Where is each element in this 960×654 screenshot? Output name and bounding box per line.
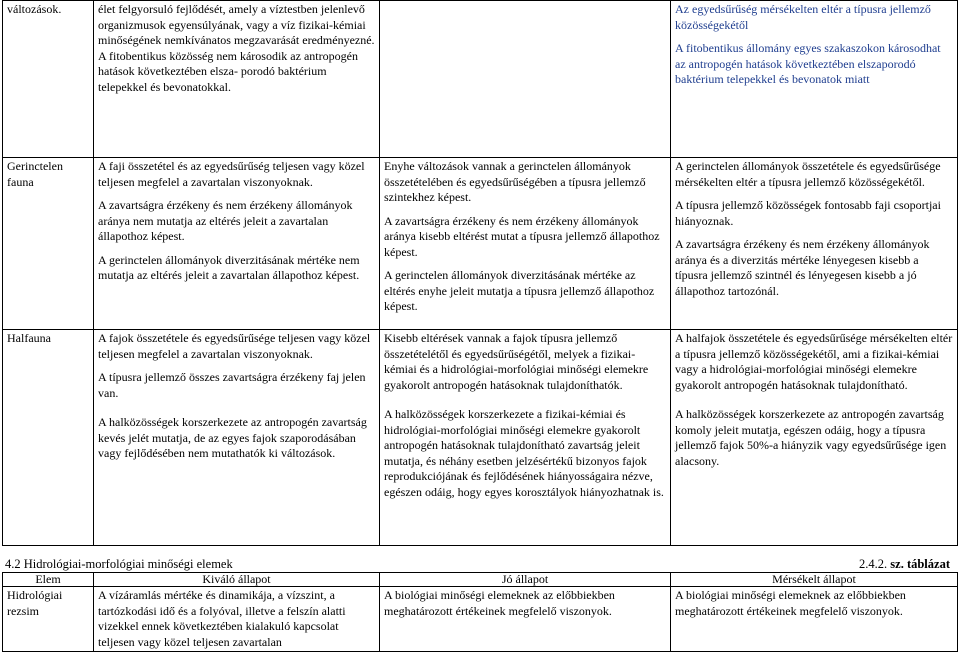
row-label-cell [3, 158, 94, 330]
cell-text: A fitobentikus állomány egyes szakaszokon károsodhat az antropogén hatások következtében elszaporodó baktérium telepekkel és bevonatok miatt [675, 41, 941, 86]
cell-paragraph: A halközösségek korszerkezete a fizikai-kémiai és hidrológiai-morfológiai minőségi elemekre gyakorolt antropogén hatásoknak tulajdonítható zavartság jeleit mutatja, és néhány esetben jelzésértékű bizonyos fajok reprodukciójának és fejlődésének hiányosságaira nézve, egészen odáig, hogy egyes korosztályok hiányozhatnak is. [384, 407, 664, 499]
cell-paragraph: Enyhe változások vannak a gerinctelen állományok összetételében és egyedsűrűségében a típusra jellemző szintekhez képest. [384, 159, 646, 204]
table-row [3, 158, 958, 330]
table-row [3, 587, 958, 652]
column-header: Mérsékelt állapot [671, 573, 958, 587]
cell-paragraph: A típusra jellemző közösségek fontosabb faji csoportjai hiányoznak. [675, 198, 941, 228]
cell-text: A biológiai minőségi elemeknek az előbbiekben meghatározott értékeinek megfelelő viszonyok. [384, 588, 615, 618]
table-cell [671, 587, 958, 652]
row-label-cell [3, 587, 94, 652]
table-cell [94, 158, 380, 330]
row-label: Halfauna [7, 331, 51, 345]
table-cell [380, 158, 671, 330]
cell-paragraph: A gerinctelen állományok összetétele és egyedsűrűsége mérsékelten eltér a típusra jellemző közösségekétől. [675, 159, 941, 189]
cell-paragraph: A gerinctelen állományok diverzitásának mértéke az eltérés enyhe jeleit mutatja a típusra jellemző állapothoz képest. [384, 268, 655, 313]
cell-paragraph: A fajok összetétele és egyedsűrűsége teljesen vagy közel teljesen megfelel a zavartalan viszonyoknak. [98, 331, 371, 361]
table-row [3, 1, 958, 158]
table-cell [671, 330, 958, 546]
table-cell [94, 1, 380, 158]
table-cell [3, 1, 94, 158]
section-heading [5, 557, 950, 571]
header-row [3, 573, 958, 587]
table-cell [671, 1, 958, 158]
table-row [3, 330, 958, 546]
cell-paragraph: A halközösségek korszerkezete az antropogén zavartság kevés jelét mutatja, de az egyes fajok szaporodásában vagy fejlődésében nem mutathatók ki változások. [98, 415, 367, 460]
cell-text: A vízáramlás mértéke és dinamikája, a vízszint, a tartózkodási idő és a folyóval, illetve a felszín alatti vizekkel ennek következtében kialakuló kapcsolat teljesen vagy közel teljesen zavartalan [98, 588, 346, 649]
cell-paragraph: Kisebb eltérések vannak a fajok típusra jellemző összetételétől és egyedsűrűségétől, melyek a fizikai-kémiai és a hidrológiai-morfológiai minőségi elemekre gyakorolt antropogén hatásoknak tulajdoníthatók. [384, 331, 649, 392]
cell-paragraph: A gerinctelen állományok diverzitásának mértéke nem mutatja az eltérés jeleit a zavartalan állapothoz képest. [98, 252, 360, 282]
table-ref-label: sz. táblázat [887, 557, 950, 571]
cell-heading: Az egyedsűrűség mérsékelten eltér a típusra jellemző közösségekétől [675, 2, 931, 32]
table-cell [380, 330, 671, 546]
column-header: Elem [3, 573, 94, 587]
table-cell [94, 330, 380, 546]
cell-paragraph: A típusra jellemző összes zavartságra érzékeny faj jelen van. [98, 370, 366, 400]
cell-paragraph: A halfajok összetétele és egyedsűrűsége mérsékelten eltér a típusra jellemző közösségekétől, ami a fizikai-kémiai vagy a hidrológiai-morfológiai minőségi elemekre gyakorolt antropogén hatásoknak tulajdonítható. [675, 331, 953, 392]
table-cell [671, 158, 958, 330]
cell-paragraph: A zavartságra érzékeny és nem érzékeny állományok aránya nem mutatja az eltérés jeleit a zavartalan állapothoz képest. [98, 198, 353, 243]
table-cell [380, 587, 671, 652]
quality-elements-table [2, 0, 958, 546]
row-label: Hidrológiai rezsim [7, 588, 63, 618]
cell-paragraph: A zavartságra érzékeny és nem érzékeny állományok aránya kisebb eltérést mutat a típusra jellemző állapothoz képest. [384, 213, 660, 259]
table-cell [380, 1, 671, 158]
column-header: Jó állapot [380, 573, 671, 587]
cell-paragraph: A halközösségek korszerkezete az antropogén zavartság komoly jeleit mutatja, egészen odáig, hogy a típusra jellemző fajok 50%-a hiányzik vagy egyedsűrűsége igen alacsony. [675, 407, 947, 468]
cell-paragraph: A faji összetétel és az egyedsűrűség teljesen vagy közel teljesen megfelel a zavartalan viszonyoknak. [98, 159, 365, 189]
column-header: Kiváló állapot [94, 573, 380, 587]
table-reference [859, 557, 950, 571]
table-ref-number: 2.4.2. [859, 557, 888, 571]
hydro-morphology-table [2, 572, 958, 652]
cell-text: A biológiai minőségi elemeknek az előbbiekben meghatározott értékeinek megfelelő viszonyok. [675, 588, 906, 618]
table-cell [94, 587, 380, 652]
row-label: Gerinctelen fauna [7, 159, 63, 189]
cell-paragraph: A zavartságra érzékeny és nem érzékeny állományok aránya és a diverzitás mértéke lényegesen kisebb a típusra jellemző szintnél és lényegesen kisebb a jó állapothoz tartozónál. [675, 237, 930, 298]
section-title: 4.2 Hidrológiai-morfológiai minőségi elemek [5, 557, 233, 571]
cell-text: változások. [7, 2, 62, 16]
cell-text: élet felgyorsuló fejlődését, amely a víztestben jelenlevő organizmusok egyensúlyának, vagy a víz fizikai-kémiai minőségének nemkívánatos megzavarását eredményezné. A fitobentikus közösség nem károsodik az antropogén hatások következtében elsza- porodó baktérium telepekkel és bevonatokkal. [98, 2, 375, 94]
row-label-cell [3, 330, 94, 546]
